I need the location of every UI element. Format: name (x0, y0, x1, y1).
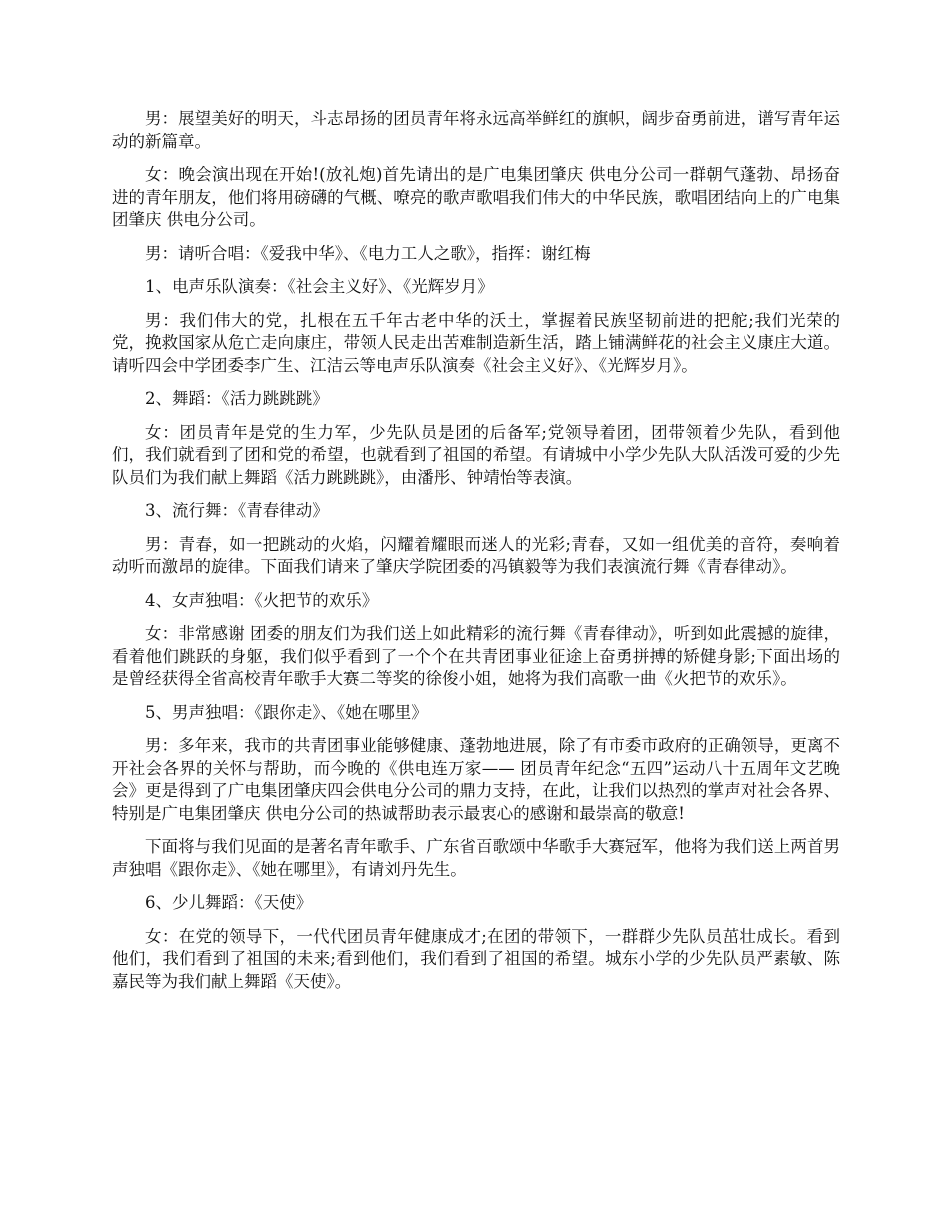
paragraph-dance-intro: 女：团员青年是党的生力军，少先队员是团的后备军;党领导着团，团带领着少先队，看到他们，我们就看到了团和党的希望，也就看到了祖国的希望。有请城中小学少先队大队活泼可爱的少先队员们为我们献上舞蹈《活力跳跳跳》，由潘彤、钟靖怡等表演。 (112, 422, 840, 487)
program-item-4: 4、女声独唱：《火把节的欢乐》 (145, 590, 379, 610)
paragraph-female-solo-intro: 女：非常感谢 团委的朋友们为我们送上如此精彩的流行舞《青春律动》，听到如此震撼的旋律，看着他们跳跃的身躯，我们似乎看到了一个个在共青团事业征途上奋勇拼搏的矫健身影;下面出场的是曾经获得全省高校青年歌手大赛二等奖的徐俊小姐，她将为我们高歌一曲《火把节的欢乐》。 (112, 624, 840, 688)
program-item-3: 3、流行舞：《青春律动》 (145, 501, 329, 520)
paragraph-chorus-intro: 男：请听合唱：《爱我中华》、《电力工人之歌》，指挥：谢红梅 (145, 243, 591, 263)
program-item-6: 6、少儿舞蹈：《天使》 (145, 893, 313, 912)
program-item-2: 2、舞蹈：《活力跳跳跳》 (145, 389, 329, 408)
paragraph-thanks: 男：多年来，我市的共青团事业能够健康、蓬勃地进展，除了有市委市政府的正确领导，更离不开社会各界的关怀与帮助，而今晚的《供电连万家—— 团员青年纪念“五四”运动八十五周年文艺晚会》更是得到了广电集团肇庆四会供电分公司的鼎力支持，在此，让我们以热烈的掌声对社会各界、特别是广电集团肇庆 供电分公司的热诚帮助表示最衷心的感谢和最崇高的敬意! (112, 736, 840, 823)
paragraph-children-dance-intro: 女：在党的领导下，一代代团员青年健康成才;在团的带领下，一群群少先队员茁壮成长。看到他们，我们看到了祖国的未来;看到他们，我们看到了祖国的希望。城东小学的少先队员严素敏、陈嘉民等为我们献上舞蹈《天使》。 (112, 926, 840, 991)
paragraph-closing-male: 男：展望美好的明天，斗志昂扬的团员青年将永远高举鲜红的旗帜，阔步奋勇前进，谱写青年运动的新篇章。 (112, 109, 840, 151)
paragraph-pop-dance-intro: 男：青春，如一把跳动的火焰，闪耀着耀眼而迷人的光彩;青春，又如一组优美的音符，奏响着动听而激昂的旋律。下面我们请来了肇庆学院团委的冯镇毅等为我们表演流行舞《青春律动》。 (112, 534, 840, 576)
paragraph-male-solo-intro: 下面将与我们见面的是著名青年歌手、广东省百歌颂中华歌手大赛冠军，他将为我们送上两首男声独唱《跟你走》、《她在哪里》，有请刘丹先生。 (112, 837, 840, 879)
program-item-1: 1、电声乐队演奏：《社会主义好》、《光辉岁月》 (145, 277, 494, 296)
paragraph-band-intro: 男：我们伟大的党，扎根在五千年古老中华的沃土，掌握着民族坚韧前进的把舵;我们光荣的党，挽救国家从危亡走向康庄，带领人民走出苦难制造新生活，踏上铺满鲜花的社会主义康庄大道。请听四会中学团委李广生、江洁云等电声乐队演奏《社会主义好》、《光辉岁月》。 (112, 310, 840, 375)
program-item-5: 5、男声独唱：《跟你走》、《她在哪里》 (145, 702, 428, 722)
document-body (112, 108, 840, 1004)
paragraph-opening-female: 女：晚会演出现在开始!(放礼炮)首先请出的是广电集团肇庆 供电分公司一群朝气蓬勃、昂扬奋进的青年朋友，他们将用磅礴的气概、嘹亮的歌声歌唱我们伟大的中华民族，歌唱团结向上的广电集团肇庆 供电分公司。 (112, 165, 840, 229)
